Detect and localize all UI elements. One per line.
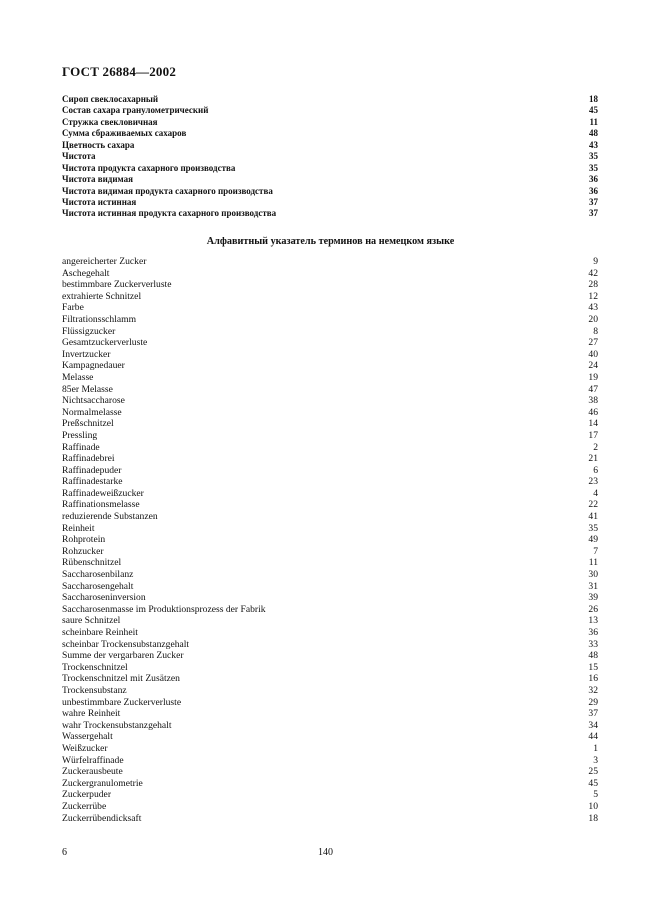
index-entry bbox=[62, 105, 598, 116]
index-entry-term: Цветность сахара bbox=[62, 139, 135, 150]
index-entry-page: 38 bbox=[588, 395, 598, 407]
index-entry bbox=[62, 557, 598, 569]
index-entry bbox=[62, 337, 598, 349]
index-entry-term: Raffinadepuder bbox=[62, 464, 122, 476]
index-entry-page: 7 bbox=[593, 545, 598, 557]
russian-index-continuation bbox=[62, 94, 598, 220]
index-entry bbox=[62, 604, 598, 616]
index-entry-page: 35 bbox=[589, 162, 598, 173]
index-entry bbox=[62, 685, 598, 697]
index-entry bbox=[62, 372, 598, 384]
index-entry-term: Rohprotein bbox=[62, 534, 106, 546]
index-entry-page: 24 bbox=[588, 360, 598, 372]
index-entry-term: Raffinationsmelasse bbox=[62, 499, 140, 511]
index-entry bbox=[62, 208, 598, 219]
index-entry bbox=[62, 569, 598, 581]
index-entry-page: 26 bbox=[588, 603, 598, 615]
index-entry-page: 33 bbox=[588, 638, 598, 650]
index-entry-page: 46 bbox=[588, 406, 598, 418]
index-entry bbox=[62, 314, 598, 326]
index-entry-page: 6 bbox=[593, 464, 598, 476]
page-number-center: 140 bbox=[318, 847, 333, 858]
index-entry-term: Farbe bbox=[62, 302, 84, 314]
index-entry bbox=[62, 302, 598, 314]
index-entry-term: Kampagnedauer bbox=[62, 360, 125, 372]
index-entry-term: Zuckerpuder bbox=[62, 789, 112, 801]
index-entry bbox=[62, 384, 598, 396]
index-entry-term: Zuckerrübendicksaft bbox=[62, 812, 142, 824]
index-entry bbox=[62, 163, 598, 174]
index-entry-page: 14 bbox=[588, 418, 598, 430]
index-entry-page: 12 bbox=[588, 290, 598, 302]
index-entry-page: 11 bbox=[589, 116, 598, 127]
index-entry-page: 48 bbox=[589, 128, 598, 139]
index-entry bbox=[62, 650, 598, 662]
index-entry-page: 44 bbox=[588, 731, 598, 743]
index-entry-term: Чистота истинная bbox=[62, 196, 137, 207]
index-entry-page: 36 bbox=[589, 185, 598, 196]
index-entry-page: 10 bbox=[588, 800, 598, 812]
index-entry bbox=[62, 534, 598, 546]
index-entry-term: Würfelraffinade bbox=[62, 754, 124, 766]
index-entry-page: 45 bbox=[589, 105, 598, 116]
page-number-left: 6 bbox=[62, 847, 67, 858]
index-entry-page: 49 bbox=[588, 534, 598, 546]
index-entry-page: 35 bbox=[589, 151, 598, 162]
index-entry bbox=[62, 140, 598, 151]
index-entry-page: 37 bbox=[588, 708, 598, 720]
index-entry bbox=[62, 697, 598, 709]
index-entry bbox=[62, 743, 598, 755]
index-entry-term: Чистота bbox=[62, 151, 96, 162]
index-entry-term: wahre Reinheit bbox=[62, 708, 121, 720]
index-entry-term: unbestimmbare Zuckerverluste bbox=[62, 696, 182, 708]
index-entry-term: Trockenschnitzel bbox=[62, 661, 128, 673]
index-entry-page: 15 bbox=[588, 661, 598, 673]
index-entry-term: reduzierende Substanzen bbox=[62, 511, 158, 523]
index-entry-term: Zuckergranulometrie bbox=[62, 777, 143, 789]
index-entry-term: Trockenschnitzel mit Zusätzen bbox=[62, 673, 180, 685]
index-entry bbox=[62, 511, 598, 523]
index-entry-term: Saccharosenbilanz bbox=[62, 569, 134, 581]
index-entry bbox=[62, 349, 598, 361]
index-entry bbox=[62, 801, 598, 813]
index-entry-term: bestimmbare Zuckerverluste bbox=[62, 279, 172, 291]
index-entry-term: saure Schnitzel bbox=[62, 615, 121, 627]
index-entry-term: Preßschnitzel bbox=[62, 418, 114, 430]
index-entry bbox=[62, 778, 598, 790]
index-entry-page: 16 bbox=[588, 673, 598, 685]
index-entry-page: 20 bbox=[588, 313, 598, 325]
index-entry-term: Saccharosenmasse im Produktionsprozess der Fabrik bbox=[62, 603, 266, 615]
index-entry-page: 17 bbox=[588, 429, 598, 441]
index-entry-term: Чистота истинная продукта сахарного производства bbox=[62, 208, 277, 219]
index-entry bbox=[62, 174, 598, 185]
index-entry-term: Reinheit bbox=[62, 522, 95, 534]
index-entry bbox=[62, 430, 598, 442]
index-entry-page: 4 bbox=[593, 487, 598, 499]
index-entry-term: Nichtsaccharose bbox=[62, 395, 125, 407]
index-entry-page: 5 bbox=[593, 789, 598, 801]
index-entry-term: Zuckerausbeute bbox=[62, 766, 123, 778]
index-entry-page: 41 bbox=[588, 511, 598, 523]
index-entry-page: 45 bbox=[588, 777, 598, 789]
index-entry bbox=[62, 395, 598, 407]
index-entry bbox=[62, 523, 598, 535]
index-entry-page: 30 bbox=[588, 569, 598, 581]
index-entry-page: 11 bbox=[588, 557, 598, 569]
index-entry-page: 2 bbox=[593, 441, 598, 453]
index-entry bbox=[62, 197, 598, 208]
index-entry bbox=[62, 151, 598, 162]
index-entry bbox=[62, 499, 598, 511]
index-entry-page: 22 bbox=[588, 499, 598, 511]
index-entry-page: 19 bbox=[588, 371, 598, 383]
index-entry bbox=[62, 453, 598, 465]
index-entry-page: 31 bbox=[588, 580, 598, 592]
index-entry-term: Raffinadestarke bbox=[62, 476, 123, 488]
index-entry-page: 21 bbox=[588, 453, 598, 465]
german-term-index bbox=[62, 256, 598, 824]
index-entry bbox=[62, 639, 598, 651]
index-entry bbox=[62, 673, 598, 685]
index-entry-term: Raffinade bbox=[62, 441, 100, 453]
index-entry bbox=[62, 326, 598, 338]
index-entry-term: Saccharosengehalt bbox=[62, 580, 134, 592]
index-entry bbox=[62, 291, 598, 303]
index-entry-page: 23 bbox=[588, 476, 598, 488]
index-entry-page: 36 bbox=[589, 174, 598, 185]
index-entry-term: Gesamtzuckerverluste bbox=[62, 337, 148, 349]
index-entry bbox=[62, 592, 598, 604]
index-entry-page: 1 bbox=[593, 742, 598, 754]
index-entry-term: Melasse bbox=[62, 371, 94, 383]
index-entry bbox=[62, 256, 598, 268]
index-entry-term: wahr Trockensubstanzgehalt bbox=[62, 719, 172, 731]
index-entry-page: 8 bbox=[593, 325, 598, 337]
index-entry bbox=[62, 627, 598, 639]
index-entry bbox=[62, 442, 598, 454]
index-entry bbox=[62, 186, 598, 197]
index-entry-page: 32 bbox=[588, 684, 598, 696]
index-entry bbox=[62, 488, 598, 500]
index-entry-term: Rohzucker bbox=[62, 545, 104, 557]
index-entry-page: 47 bbox=[588, 383, 598, 395]
index-entry-term: Чистота видимая продукта сахарного производства bbox=[62, 185, 273, 196]
index-entry-page: 29 bbox=[588, 696, 598, 708]
index-entry-page: 27 bbox=[588, 337, 598, 349]
index-entry bbox=[62, 117, 598, 128]
index-entry bbox=[62, 581, 598, 593]
index-entry-page: 48 bbox=[588, 650, 598, 662]
index-entry-page: 25 bbox=[588, 766, 598, 778]
index-entry-term: Zuckerrübe bbox=[62, 800, 107, 812]
index-entry bbox=[62, 662, 598, 674]
index-entry bbox=[62, 476, 598, 488]
index-entry bbox=[62, 546, 598, 558]
index-entry-page: 9 bbox=[593, 256, 598, 267]
index-entry-term: Состав сахара гранулометрический bbox=[62, 105, 209, 116]
index-entry-term: extrahierte Schnitzel bbox=[62, 290, 142, 302]
index-entry-term: Saccharoseninversion bbox=[62, 592, 146, 604]
index-entry bbox=[62, 720, 598, 732]
index-entry-page: 37 bbox=[589, 208, 598, 219]
index-entry-term: Rübenschnitzel bbox=[62, 557, 122, 569]
index-entry-page: 28 bbox=[588, 279, 598, 291]
index-entry bbox=[62, 94, 598, 105]
index-entry-term: 85er Melasse bbox=[62, 383, 113, 395]
index-entry-term: Чистота продукта сахарного производства bbox=[62, 162, 236, 173]
index-entry-term: Wassergehalt bbox=[62, 731, 113, 743]
document-header: ГОСТ 26884—2002 bbox=[62, 64, 177, 79]
index-entry bbox=[62, 407, 598, 419]
index-entry-term: Raffinadebrei bbox=[62, 453, 115, 465]
index-entry bbox=[62, 465, 598, 477]
index-entry-page: 18 bbox=[588, 812, 598, 824]
index-entry bbox=[62, 268, 598, 280]
index-entry-term: Summe der vergarbaren Zucker bbox=[62, 650, 184, 662]
index-entry-term: Чистота видимая bbox=[62, 174, 133, 185]
index-entry-term: Filtrationsschlamm bbox=[62, 313, 137, 325]
index-entry-term: scheinbar Trockensubstanzgehalt bbox=[62, 638, 190, 650]
index-entry bbox=[62, 128, 598, 139]
index-entry bbox=[62, 708, 598, 720]
german-index-title: Алфавитный указатель терминов на немецком языке bbox=[206, 236, 455, 247]
index-entry-page: 3 bbox=[593, 754, 598, 766]
index-entry-page: 18 bbox=[589, 94, 598, 104]
index-entry-page: 42 bbox=[588, 267, 598, 279]
index-entry-term: Normalmelasse bbox=[62, 406, 122, 418]
index-entry-term: Raffinadeweißzucker bbox=[62, 487, 144, 499]
index-entry-term: Trockensubstanz bbox=[62, 684, 127, 696]
index-entry-term: Сироп свеклосахарный bbox=[62, 94, 159, 104]
index-entry bbox=[62, 279, 598, 291]
index-entry-page: 37 bbox=[589, 196, 598, 207]
index-entry-term: Invertzucker bbox=[62, 348, 111, 360]
index-entry-page: 36 bbox=[588, 627, 598, 638]
index-entry bbox=[62, 766, 598, 778]
index-entry-term: Aschegehalt bbox=[62, 267, 110, 279]
index-entry-page: 34 bbox=[588, 719, 598, 731]
index-entry-page: 35 bbox=[588, 522, 598, 534]
index-entry bbox=[62, 615, 598, 627]
index-entry bbox=[62, 789, 598, 801]
index-entry-page: 43 bbox=[589, 139, 598, 150]
index-entry-term: Weißzucker bbox=[62, 742, 108, 754]
index-entry-page: 39 bbox=[588, 592, 598, 604]
index-entry bbox=[62, 813, 598, 825]
index-entry-term: angereicherter Zucker bbox=[62, 256, 147, 267]
index-entry-page: 43 bbox=[588, 302, 598, 314]
index-entry-term: scheinbare Reinheit bbox=[62, 627, 138, 638]
index-entry-term: Стружка свекловичная bbox=[62, 116, 158, 127]
index-entry bbox=[62, 418, 598, 430]
index-entry-term: Сумма сбраживаемых сахаров bbox=[62, 128, 187, 139]
index-entry bbox=[62, 360, 598, 372]
index-entry-page: 40 bbox=[588, 348, 598, 360]
index-entry-term: Pressling bbox=[62, 429, 98, 441]
index-entry-page: 13 bbox=[588, 615, 598, 627]
index-entry bbox=[62, 755, 598, 767]
index-entry bbox=[62, 731, 598, 743]
index-entry-term: Flüssigzucker bbox=[62, 325, 116, 337]
